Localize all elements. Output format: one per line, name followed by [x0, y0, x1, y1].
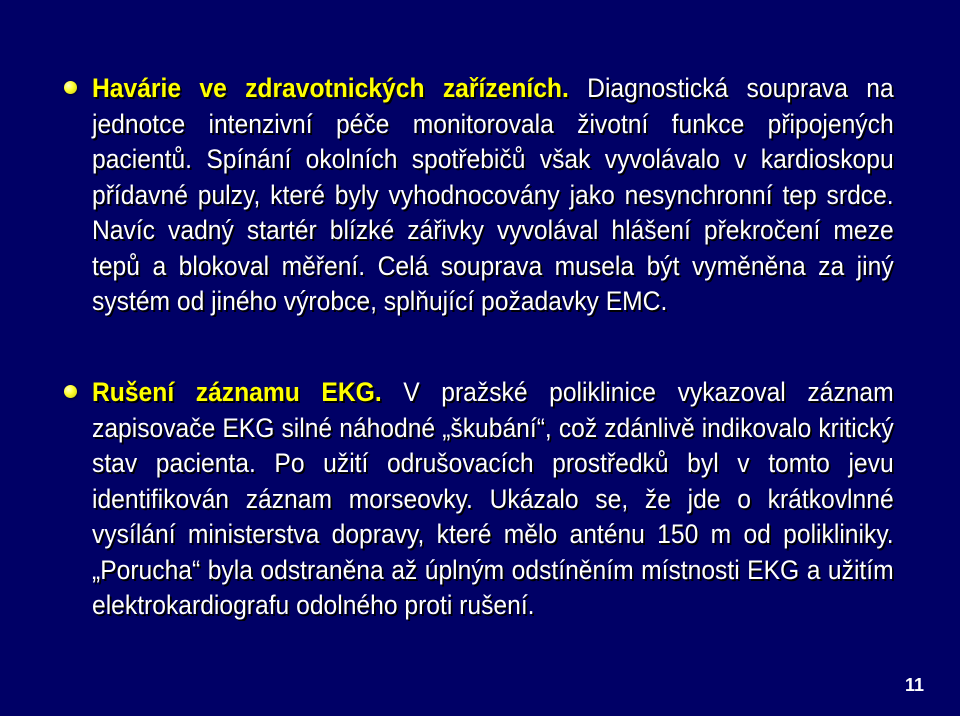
bullet-text: Diagnostická souprava na jednotce intenzivní péče monitorovala životní funkce připojených pacientů. Spínání okolních spotřebičů však vyvolávalo v kardioskopu přídavné pulzy, které byly vyhodnocovány jako nesynchronní tep srdce. Navíc vadný startér blízké zářivky vyvolával hlášení překročení meze tepů a blokoval měření. Celá souprava musela být vyměněna za jiný systém od jiného výrobce, splňující požadavky EMC. [92, 73, 894, 316]
bullet-text: V pražské poliklinice vykazoval záznam zapisovače EKG silné náhodné „škubání“, což zdánlivě indikovalo kritický stav pacienta. Po užití odrušovacích prostředků byl v tomto jevu identifikován záznam morseovky. Ukázalo se, že jde o krátkovlnné vysílání ministerstva dopravy, které mělo anténu 150 m od polikliniky. „Porucha“ byla odstraněna až úplným odstíněním místnosti EKG a užitím elektrokardiografu odolného proti rušení. [92, 377, 894, 620]
bullet-heading: Havárie ve zdravotnických zařízeních. [92, 73, 569, 103]
bullet-heading: Rušení záznamu EKG. [92, 377, 382, 407]
bullet-item-hospital-incident [92, 71, 894, 320]
bullet-dot-icon [64, 81, 77, 94]
bullet-dot-icon [64, 385, 77, 398]
page-number: 11 [904, 675, 924, 695]
bullet-item-ekg-interference [92, 375, 894, 624]
